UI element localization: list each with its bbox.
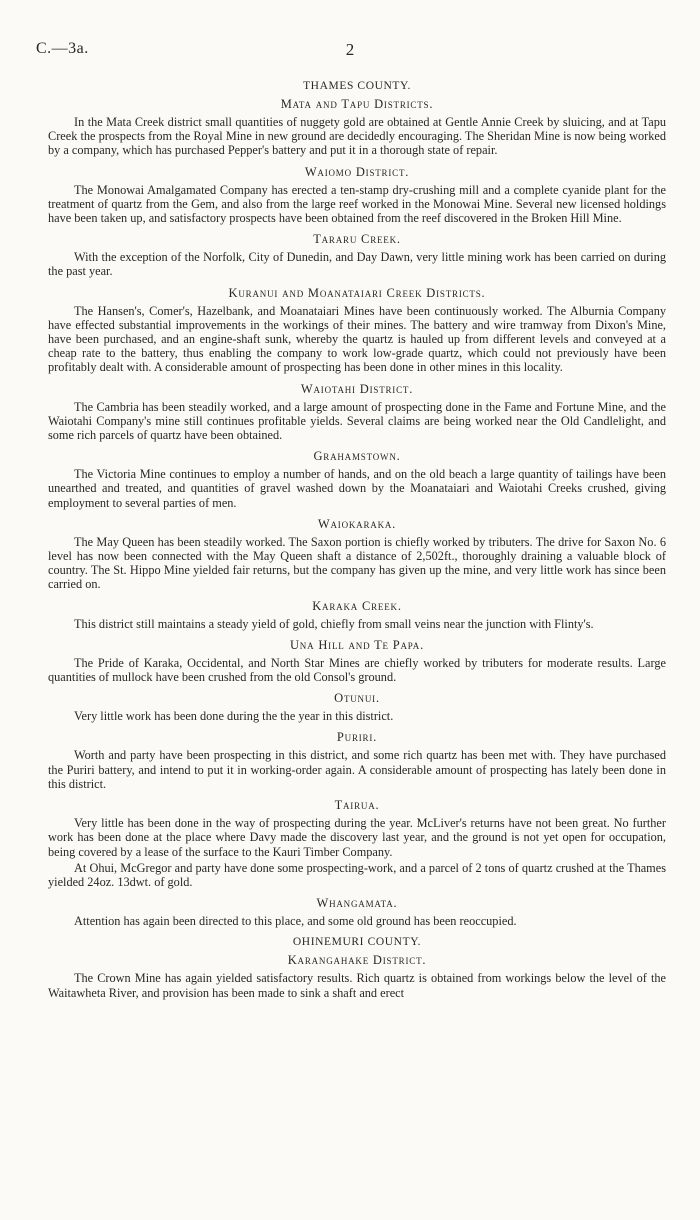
district-heading: Karaka Creek. [312,598,402,613]
district-heading: Tairua. [334,798,380,813]
district-heading: Waiokaraka. [317,516,397,531]
county-title: THAMES COUNTY. [303,80,411,92]
district-heading: Tararu Creek. [313,232,401,247]
body-paragraph: The Pride of Karaka, Occidental, and North Star Mines are chiefly worked by tributers for moderate results. Large quantities of mullock have been crushed from the old Consol's ground. [48,655,666,685]
district-heading: Puriri. [336,730,378,745]
district-heading: Waiomo District. [304,164,410,179]
report-reference: C.—3a. [36,40,89,57]
district-heading: Mata and Tapu Districts. [280,97,434,111]
district-heading: Una Hill and Te Papa. [289,637,424,652]
body-paragraph: The Crown Mine has again yielded satisfactory results. Rich quartz is obtained from workings below the level of the Waitawheta River, and provision has been made to sink a shaft and erect [48,971,666,1000]
body-paragraph: Worth and party have been prospecting in this district, and some rich quartz has been met with. They have purchased the Puriri battery, and intend to put it in working-order again. A considerable amount of prospecting has lately been done in this district. [48,748,666,791]
body-paragraph: Attention has again been directed to this place, and some old ground has been reoccupied. [74,914,517,929]
body-paragraph: The Victoria Mine continues to employ a number of hands, and on the old beach a large quantity of tailings have been unearthed and treated, and quantities of gravel washed down by the Moanataiari and Waiotahi Creeks crushed, giving employment to several parties of men. [48,467,666,510]
district-heading: Waiotahi District. [300,381,414,396]
body-paragraph: The Hansen's, Comer's, Hazelbank, and Moanataiari Mines have been continuously worked. The Alburnia Company have effected substantial improvements in the workings of their mines. The battery and wire tramway from Dixon's Mine, have been purchased, and an engine-shaft sunk, whereby the quartz is hauled up from different levels and conveyed at a cheap rate to the battery, thus enabling the company to work low-grade quartz, which could not previously have been profitably dealt with. A considerable amount of prospecting has been done in other mines in this locality. [48,303,666,375]
district-heading: Otunui. [334,691,380,706]
district-heading: Grahamstown. [313,449,401,464]
county-title: OHINEMURI COUNTY. [292,936,422,949]
body-paragraph: The Cambria has been steadily worked, and a large amount of prospecting done in the Fame and Fortune Mine, and the Waiotahi Company's mine still continues profitable yields. Several claims are being worked near the Old Candlelight, and some rich parcels of quartz have been obtained. [48,399,666,443]
body-paragraph: In the Mata Creek district small quantities of nuggety gold are obtained at Gentle Annie Creek by sluicing, and at Tapu Creek the prospects from the Royal Mine in new ground are decidedly encouraging. The Sheridan Mine is now being worked by a company, which has purchased Pepper's battery and put it in a thorough state of repair. [48,115,666,158]
body-paragraph: The May Queen has been steadily worked. The Saxon portion is chiefly worked by tributers. The drive for Saxon No. 6 level has now been connected with the May Queen shaft a distance of 2,502ft., thoroughly draining a valuable block of country. The St. Hippo Mine yielded fair returns, but the company has given up the mine, and very little work has since been carried on. [48,534,666,592]
district-heading: Karangahake District. [287,953,427,968]
body-paragraph: At Ohui, McGregor and party have done some prospecting-work, and a parcel of 2 tons of quartz crushed at the Thames yielded 24oz. 13dwt. of gold. [48,860,666,889]
district-heading: Whangamata. [316,896,398,911]
document-body [48,78,666,1006]
page-header [0,40,700,64]
district-heading: Kuranui and Moanataiari Creek Districts. [228,285,486,300]
body-paragraph: The Monowai Amalgamated Company has erected a ten-stamp dry-crushing mill and a complete cyanide plant for the treatment of quartz from the Gem, and also from the large reef worked in the Monowai Mine. Several new licensed holdings have been taken up, and satisfactory prospects have been obtained from the reef discovered in the Broken Hill Mine. [48,182,666,226]
page-number: 2 [345,40,355,59]
body-paragraph: Very little has been done in the way of prospecting during the year. McLiver's returns have not been great. No further work has been done at the place where Davy made the discovery last year, and the ground is not yet open for occupation, being covered by a lease of the surface to the Kauri Timber Company. [48,816,666,859]
body-paragraph: Very little work has been done during the the year in this district. [74,709,394,724]
body-paragraph: With the exception of the Norfolk, City of Dunedin, and Day Dawn, very little mining work has been carried on during the past year. [48,250,666,279]
body-paragraph: This district still maintains a steady yield of gold, chiefly from small veins near the junction with Flinty's. [74,616,594,631]
